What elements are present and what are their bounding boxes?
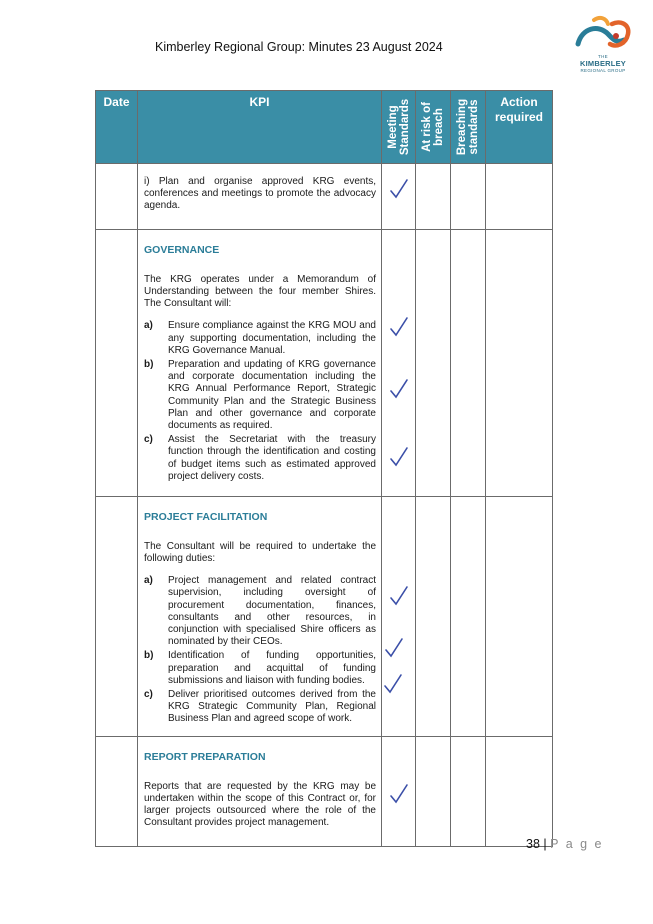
governance-title: GOVERNANCE <box>144 243 220 256</box>
tick-icon <box>384 637 404 659</box>
table-row <box>96 496 553 736</box>
at-risk-cell <box>416 496 451 736</box>
table-row <box>96 736 553 846</box>
tick-icon <box>389 378 409 400</box>
action-cell <box>486 736 553 846</box>
kpi-cell <box>138 736 382 846</box>
governance-list <box>144 320 376 483</box>
tick-icon <box>389 316 409 338</box>
date-cell <box>96 736 138 846</box>
date-cell <box>96 164 138 230</box>
list-item: a) Ensure compliance against the KRG MOU and any supporting documentation, including the KRG Governance Manual. <box>144 320 376 356</box>
meeting-standards-cell <box>382 229 416 496</box>
date-cell <box>96 496 138 736</box>
breaching-cell <box>451 736 486 846</box>
table-header-row <box>96 91 553 164</box>
at-risk-cell <box>416 229 451 496</box>
column-header-breaching <box>451 91 486 164</box>
events-text: i) Plan and organise approved KRG events, conferences and meetings to promote the advocacy agenda. <box>144 176 376 212</box>
report-intro: Reports that are requested by the KRG may be undertaken within the scope of this Contract or, for larger projects outsourced where the role of the Consultant provides project management. <box>144 780 376 829</box>
tick-icon <box>383 673 403 695</box>
column-header-at-risk <box>416 91 451 164</box>
column-header-kpi: KPI <box>138 91 382 164</box>
table-row <box>96 164 553 230</box>
breaching-label: Breaching standards <box>456 98 480 156</box>
meeting-standards-cell <box>382 164 416 230</box>
page-separator: | <box>543 837 547 851</box>
logo-wordmark <box>572 53 634 74</box>
page-word: P a g e <box>550 837 604 851</box>
meeting-standards-cell <box>382 736 416 846</box>
table-row <box>96 229 553 496</box>
column-header-action-required: Action required <box>486 91 553 164</box>
breaching-cell <box>451 164 486 230</box>
at-risk-label: At risk of breach <box>421 102 445 152</box>
kpi-table <box>95 90 553 847</box>
action-cell <box>486 496 553 736</box>
tick-icon <box>389 446 409 468</box>
list-item: c) Assist the Secretariat with the treasury function through the identification and costing of budget items such as estimated approved project delivery costs. <box>144 434 376 482</box>
project-list <box>144 575 376 725</box>
logo-the: THE <box>598 54 608 59</box>
date-cell <box>96 229 138 496</box>
tick-icon <box>389 783 409 805</box>
tick-icon <box>389 585 409 607</box>
report-preparation-title: REPORT PREPARATION <box>144 750 266 763</box>
meeting-standards-cell <box>382 496 416 736</box>
page-footer <box>526 837 604 851</box>
breaching-cell <box>451 496 486 736</box>
project-facilitation-title: PROJECT FACILITATION <box>144 510 268 523</box>
logo-word: KIMBERLEY <box>580 59 626 68</box>
document-header-title: Kimberley Regional Group: Minutes 23 August 2024 <box>155 40 443 54</box>
column-header-meeting-standards <box>382 91 416 164</box>
meeting-standards-label: Meeting Standards <box>386 98 411 156</box>
kpi-cell <box>138 496 382 736</box>
column-header-date: Date <box>96 91 138 164</box>
kpi-cell <box>138 229 382 496</box>
list-item: a) Project management and related contract supervision, including oversight of procurement documentation, finances, consultants and other resources, in conjunction with specialised Shire officers as nominated by their CEOs. <box>144 575 376 648</box>
page-number: 38 <box>526 837 540 851</box>
action-cell <box>486 164 553 230</box>
logo-sub: REGIONAL GROUP <box>580 68 626 73</box>
at-risk-cell <box>416 164 451 230</box>
list-item: b) Preparation and updating of KRG governance and corporate documentation including the KRG Annual Performance Report, Strategic Community Plan and the Strategic Business Plan and other governance and corporate documents as required. <box>144 359 376 432</box>
kpi-cell <box>138 164 382 230</box>
tick-icon <box>389 178 409 200</box>
list-item: b) Identification of funding opportunities, preparation and acquittal of funding submissions and liaison with funding bodies. <box>144 650 376 686</box>
at-risk-cell <box>416 736 451 846</box>
list-item: c) Deliver prioritised outcomes derived from the KRG Strategic Community Plan, Regional Business Plan and agreed scope of work. <box>144 689 376 725</box>
breaching-cell <box>451 229 486 496</box>
project-intro: The Consultant will be required to undertake the following duties: <box>144 540 376 565</box>
action-cell <box>486 229 553 496</box>
governance-intro: The KRG operates under a Memorandum of Understanding between the four member Shires. The Consultant will: <box>144 273 376 310</box>
